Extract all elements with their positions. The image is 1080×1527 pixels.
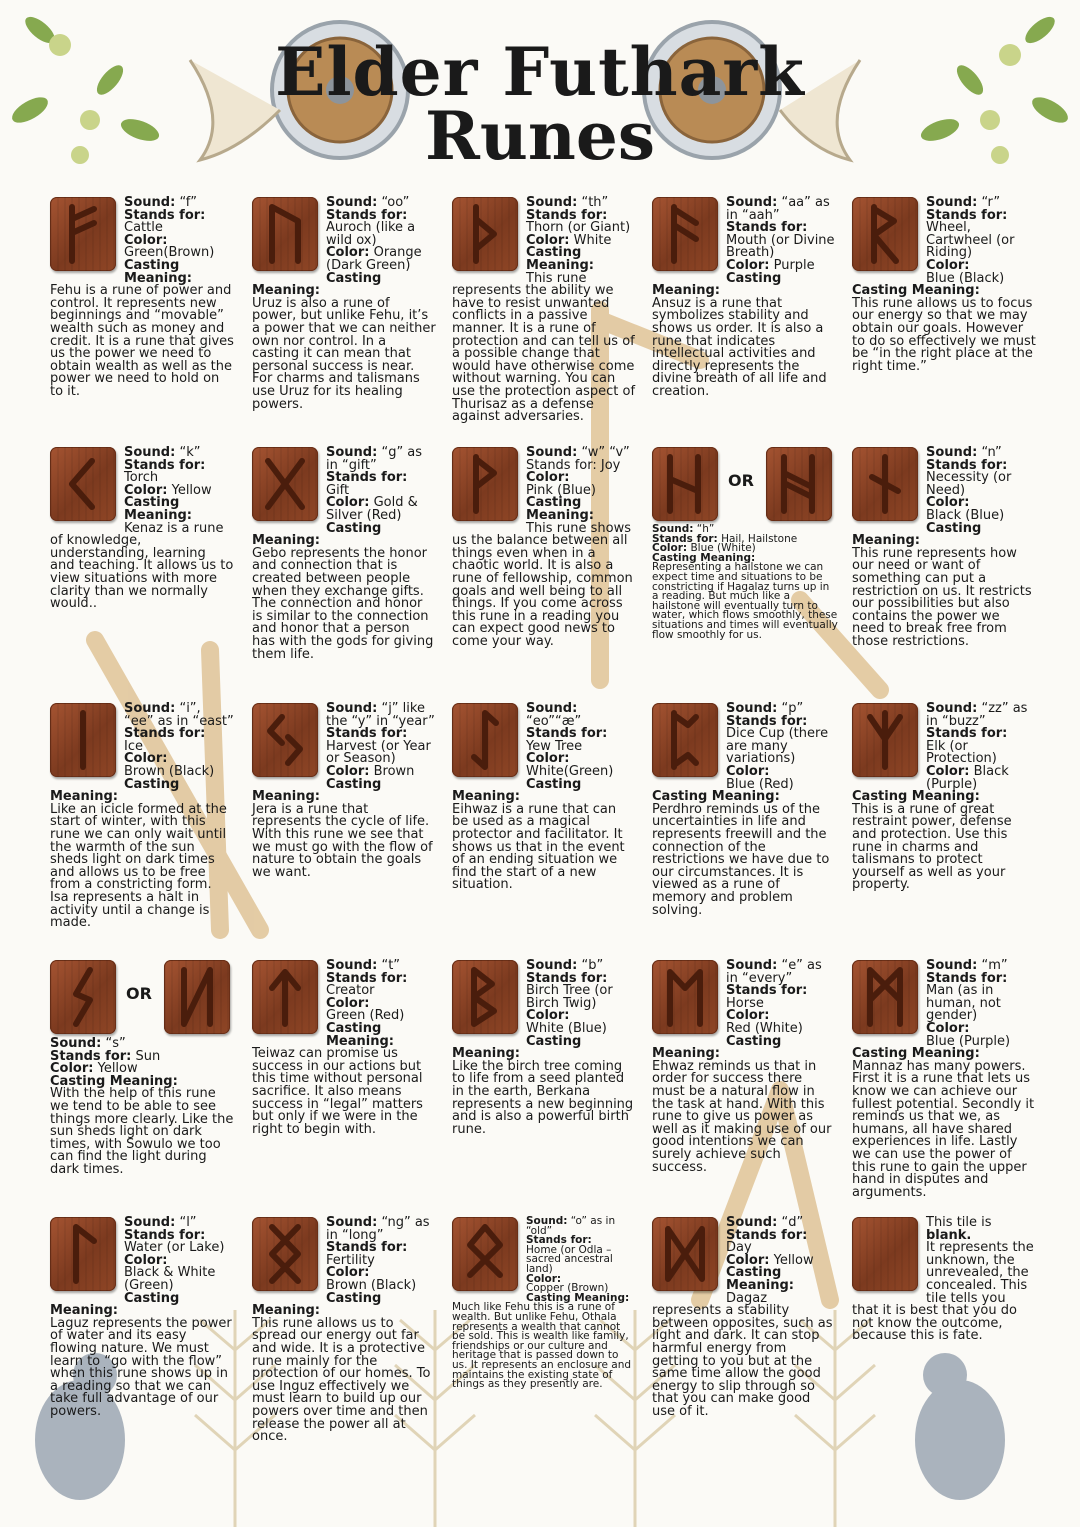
rune-card-jera: Sound: “j” like the “y” in “year” Stands for: Harvest (or Year or Season) Color: Brown Casting Meaning: Jera is a rune that represents the cycle of life. With this rune we see that we must go with the flow of nature to obtain the goals we want. <box>252 701 435 880</box>
rune-card-ingwaz: Sound: “ng” as in “long” Stands for: Fertility Color: Brown (Black) Casting Meaning: This rune allows us to spread our energy out far and wide. It is a protective rune mainly for the protection of our homes. To use Inguz effectively we must learn to build up our powers over time and then release the power all at once. <box>252 1215 431 1445</box>
rune-meaning: It represents the unknown, the unrevealed, the concealed. This tile tells you that it is best that you do not know the outcome, because this is fate. <box>852 1240 1034 1344</box>
rune-card-mannaz: Sound: “m” Stands for: Man (as in human, not gender) Color: Blue (Purple) Casting Meaning: Mannaz has many powers. First it is a rune that lets us know we can achieve our fullest potential. Secondly it reminds us that we, as humans, all have shared experiences in life. Lastly we can use the power of this rune to gain the upper hand in disputes and arguments. <box>852 958 1035 1200</box>
rune-tile-othala <box>452 1217 518 1291</box>
rune-card-ansuz: Sound: “aa” as in “aah” Stands for: Mouth (or Divine Breath) Color: Purple Casting Meaning: Ansuz is a rune that symbolizes stability and shows us order. It is also a rune that indicates intellectual activities and directly represents the divine breath of all life and creation. <box>652 195 835 399</box>
title-line-2: Runes <box>425 97 655 175</box>
rune-meaning: Like the birch tree coming to life from a seed planted in the earth, Berkana represents a new beginning and is also a powerful birth rune. <box>452 1058 634 1137</box>
rune-meaning: Like an icicle formed at the start of winter, with this rune we can only wait until the warmth of the sun sheds light on dark times and allows us to be free from a constricting form. Isa represents a halt in activity until a change is made. <box>50 801 227 931</box>
rune-tile-uruz <box>252 197 318 271</box>
page-title <box>0 33 1080 175</box>
rune-tile-fehu <box>50 197 116 271</box>
rune-card-kenaz: Sound: “k” Stands for: Torch Color: Yellow Casting Meaning: Kenaz is a rune of knowledge, understanding, learning and teaching. It allows us to view situations with more clarity than we normally would.. <box>50 445 234 612</box>
rune-meaning: Mannaz has many powers. First it is a rune that lets us know we can achieve our fullest potential. Secondly it reminds us that we, as humans, all have shared experiences in life. Lastly we can use the power of this rune to gain the upper hand in disputes and arguments. <box>852 1058 1035 1200</box>
rune-card-ehwaz: Sound: “e” as in “every” Stands for: Horse Color: Red (White) Casting Meaning: Ehwaz reminds us that in order for success there must be a natural flow in the task at hand. With this rune to give us power as well as it making use of our good intentions we can surely achieve such success. <box>652 958 832 1175</box>
rune-tile-thurisaz <box>452 197 518 271</box>
rune-tile-laguz <box>50 1217 116 1291</box>
or-label: OR <box>126 984 152 1003</box>
rune-tile-sowilo-b <box>164 960 230 1034</box>
rune-meaning: This rune represents the ability we have to resist unwanted conflicts in a passive manner. It is a rune of protection and can tell us of a possible change that would have otherwise come without warning. You can use the protection aspect of Thurisaz as a defense against adversaries. <box>452 270 636 425</box>
rune-meaning: Uruz is also a rune of power, but unlike Fehu, it’s a power that we can neither own nor control. In a casting it can mean that personal success is near. For charms and talismans use Uruz for its healing powers. <box>252 295 436 412</box>
rune-tile-eihwaz <box>452 703 518 777</box>
rune-meaning: Dagaz represents a stability between opposites, such as light and dark. It can stop harmful energy from getting to you but at the same time allow the good energy to slip through so that you can make good use of it. <box>652 1290 833 1419</box>
rune-tile-naudhiz <box>852 447 918 521</box>
rune-meaning: Jera is a rune that represents the cycle of life. With this rune we see that we must go with the flow of nature to obtain the goals we want. <box>252 801 433 880</box>
rune-card-tiwaz: Sound: “t” Stands for: Creator Color: Green (Red) Casting Meaning: Teiwaz can promise us success in our actions but this time without personal sacrifice. It also means success in “legal” matters but only if we were in the right to begin with. <box>252 958 423 1137</box>
rune-card-fehu: Sound: “f” Stands for: Cattle Color: Green(Brown) Casting Meaning: Fehu is a rune of power and control. It represents new beginnings and “movable” wealth such as money and credit. It is a rune that gives us the power we need to obtain wealth as well as the power we need to hold on to it. <box>50 195 234 399</box>
rune-tile-isa <box>50 703 116 777</box>
rune-card-thurisaz: Sound: “th” Stands for: Thorn (or Giant) Color: White Casting Meaning: This rune represents the ability we have to resist unwanted conflicts in a passive manner. It is a rune of protection and can tell us of a possible change that would have otherwise come without warning. You can use the protection aspect of Thurisaz as a defense against adversaries. <box>452 195 636 425</box>
rune-card-perthro: Sound: “p” Stands for: Dice Cup (there are many variations) Color: Blue (Red) Casting Meaning: Perdhro reminds us of the uncertainties in life and represents freewill and the connection of the restrictions we have due to our circumstances. It is viewed as a rune of memory and problem solving. <box>652 701 830 918</box>
rune-meaning: Ehwaz reminds us that in order for success there must be a natural flow in the task at hand. With this rune to give us power as well as it making use of our good intentions we can surely achieve such success. <box>652 1058 832 1175</box>
rune-tile-kenaz <box>50 447 116 521</box>
rune-meaning: Teiwaz can promise us success in our actions but this time without personal sacrifice. It also means success in “legal” matters but only if we were in the right to begin with. <box>252 1046 423 1137</box>
rune-meaning: Kenaz is a rune of knowledge, understanding, learning and teaching. It allows us to view situations with more clarity than we normally would.. <box>50 520 234 612</box>
rune-meaning: This rune allows us to spread our energy out far and wide. It is a protective rune mainly for the protection of our homes. To use Inguz effectively we must learn to build up our powers over time and then release the power all at once. <box>252 1315 431 1445</box>
rune-card-algiz: Sound: “zz” as in “buzz” Stands for: Elk (or Protection) Color: Black (Purple) Casting Meaning: This is a rune of great restraint power, defense and protection. Use this rune in charms and talismans to protect yourself as well as your property. <box>852 701 1028 893</box>
rune-meaning: This rune allows us to focus our energy so that we may obtain our goals. However to do so effectively we must be “in the right place at the right time.” <box>852 295 1036 374</box>
rune-tile-ansuz <box>652 197 718 271</box>
rune-meaning: This rune shows us the balance between all things even when in a chaotic world. It is also a rune of fellowship, common goals and well being to all things. If you come across this rune in a reading you can expect good news to come your way. <box>452 520 633 649</box>
rune-card-raidho: Sound: “r” Stands for: Wheel, Cartwheel (or Riding) Color: Blue (Black) Casting Meaning: This rune allows us to focus our energy so that we may obtain our goals. However to do so effectively we must be “in the right place at the right time.” <box>852 195 1036 374</box>
rune-card-wunjo: Sound: “w” “v” Stands for: Joy Color: Pink (Blue) Casting Meaning: This rune shows us the balance between all things even when in a chaotic world. It is also a rune of fellowship, common goals and well being to all things. If you come across this rune in a reading you can expect good news to come your way. <box>452 445 633 649</box>
rune-card-isa: Sound: “i”, “ee” as in “east” Stands for: Ice Color: Brown (Black) Casting Meaning: Like an icicle formed at the start of winter, with this rune we can only wait until the warmth of the sun sheds light on dark times and allows us to be free from a constricting form. Isa represents a halt in activity until a change is made. <box>50 701 234 931</box>
rune-tile-mannaz <box>852 960 918 1034</box>
rune-meaning: With the help of this rune we tend to be able to see things more clearly. Like the sun sheds light on dark times, with Sowulo we too can find the light during dark times. <box>50 1086 234 1177</box>
rune-tile-hagalaz-a <box>652 447 718 521</box>
rune-card-laguz: Sound: “l” Stands for: Water (or Lake) Color: Black & White (Green) Casting Meaning: Laguz represents the power of water and its easy flowing nature. We must learn to “go with the flow” when this rune shows up in a reading so that we can take full advantage of our powers. <box>50 1215 232 1419</box>
rune-tile-blank <box>852 1217 918 1291</box>
rune-tile-jera <box>252 703 318 777</box>
rune-tile-sowilo-a <box>50 960 116 1034</box>
rune-card-hagalaz: OR Sound: “h” Stands for: Hail, Hailstone Color: Blue (White) Casting Meaning: Representing a hailstone we can expect time and situations to be constricting if Hagalaz turns up in a reading. But much like a hailstone will eventually turn to water, which flows smoothly, these situations and times will eventually flow smoothly for us. <box>652 447 838 687</box>
rune-meaning: Perdhro reminds us of the uncertainties in life and represents freewill and the connection of the restrictions we have due to our circumstances. It is viewed as a rune of memory and problem solving. <box>652 801 830 918</box>
rune-meaning: This rune represents how our need or want of something can put a restriction on us. It restricts our possibilities but also contains the power we need to break free from those restrictions. <box>852 545 1032 649</box>
rune-meaning: Ansuz is a rune that symbolizes stability and shows us order. It is also a rune that indicates intellectual activities and directly represents the divine breath of all life and creation. <box>652 295 827 399</box>
rune-meaning: Fehu is a rune of power and control. It represents new beginnings and “movable” wealth such as money and credit. It is a rune that gives us the power we need to obtain wealth as well as the power we need to hold on to it. <box>50 283 234 399</box>
rune-card-uruz: Sound: “oo” Stands for: Auroch (like a wild ox) Color: Orange (Dark Green) Casting Meaning: Uruz is also a rune of power, but unlike Fehu, it’s a power that we can neither own nor control. In a casting it can mean that personal success is near. For charms and talismans use Uruz for its healing powers. <box>252 195 436 412</box>
rune-tile-raidho <box>852 197 918 271</box>
rune-card-berkano: Sound: “b” Stands for: Birch Tree (or Birch Twig) Color: White (Blue) Casting Meaning: Like the birch tree coming to life from a seed planted in the earth, Berkana represents a new beginning and is also a powerful birth rune. <box>452 958 634 1137</box>
rune-tile-algiz <box>852 703 918 777</box>
rune-meaning: This is a rune of great restraint power, defense and protection. Use this rune in charms and talismans to protect yourself as well as your property. <box>852 801 1012 893</box>
rune-meaning: Eihwaz is a rune that can be used as a magical protector and facilitator. It shows us that in the event of an ending situation we find the start of a new situation. <box>452 801 625 893</box>
rune-card-naudhiz: Sound: “n” Stands for: Necessity (or Need) Color: Black (Blue) Casting Meaning: This rune represents how our need or want of something can put a restriction on us. It restricts our possibilities but also contains the power we need to break free from those restrictions. <box>852 445 1032 649</box>
rune-tile-ehwaz <box>652 960 718 1034</box>
rune-tile-gebo <box>252 447 318 521</box>
rune-tile-wunjo <box>452 447 518 521</box>
rune-card-eihwaz: Sound: “eo”“æ” Stands for: Yew Tree Color: White(Green) Casting Meaning: Eihwaz is a rune that can be used as a magical protector and facilitator. It shows us that in the event of an ending situation we find the start of a new situation. <box>452 701 625 893</box>
rune-card-othala: Sound: “o” as in “old” Stands for: Home (or Odla – sacred ancestral land) Color: Copper (Brown) Casting Meaning: Much like Fehu this is a rune of wealth. But unlike Fehu, Othala represents a wealth that cannot be sold. This is wealth like family, friendships or our culture and heritage that is passed down to us. It represents an enclosure and maintains the existing state of things as they presently are. <box>452 1215 632 1391</box>
rune-tile-perthro <box>652 703 718 777</box>
rune-meaning: Laguz represents the power of water and its easy flowing nature. We must learn to “go with the flow” when this rune shows up in a reading so that we can take full advantage of our powers. <box>50 1315 232 1419</box>
rune-tile-tiwaz <box>252 960 318 1034</box>
rune-card-blank: This tile is blank. It represents the unknown, the unrevealed, the concealed. This tile tells you that it is best that you do not know the outcome, because this is fate. <box>852 1215 1034 1344</box>
rune-card-gebo: Sound: “g” as in “gift” Stands for: Gift Color: Gold & Silver (Red) Casting Meaning: Gebo represents the honor and connection that is created between people when they exchange gifts. The connection and honor is similar to the connection and honor that a person has with the gods for giving them life. <box>252 445 434 662</box>
rune-tile-berkano <box>452 960 518 1034</box>
title-line-1: Elder Futhark <box>275 33 805 111</box>
rune-tile-ingwaz <box>252 1217 318 1291</box>
rune-tile-hagalaz-b <box>766 447 832 521</box>
rune-meaning: Representing a hailstone we can expect time and situations to be constricting if Hagalaz turns up in a reading. But much like a hailstone will eventually turn to water, which flows smoothly, these situations and times will eventually flow smoothly for us. <box>652 561 838 641</box>
rune-meaning: Gebo represents the honor and connection that is created between people when they exchange gifts. The connection and honor is similar to the connection and honor that a person has with the gods for giving them life. <box>252 545 434 662</box>
rune-meaning: Much like Fehu this is a rune of wealth. But unlike Fehu, Othala represents a wealth that cannot be sold. This is wealth like family, friendships or our culture and heritage that is passed down to us. It represents an enclosure and maintains the existing state of things as they presently are. <box>452 1301 632 1391</box>
or-label: OR <box>728 471 754 490</box>
rune-tile-dagaz <box>652 1217 718 1291</box>
rune-card-sowilo: OR Sound: “s” Stands for: Sun Color: Yellow Casting Meaning: With the help of this rune we tend to be able to see things more clearly. Like the sun sheds light on dark times, with Sowulo we too can find the light during dark times. <box>50 960 236 1200</box>
rune-card-dagaz: Sound: “d” Stands for: Day Color: Yellow Casting Meaning: Dagaz represents a stability between opposites, such as light and dark. It can stop harmful energy from getting to you but at the same time allow the good energy to slip through so that you can make good use of it. <box>652 1215 833 1419</box>
